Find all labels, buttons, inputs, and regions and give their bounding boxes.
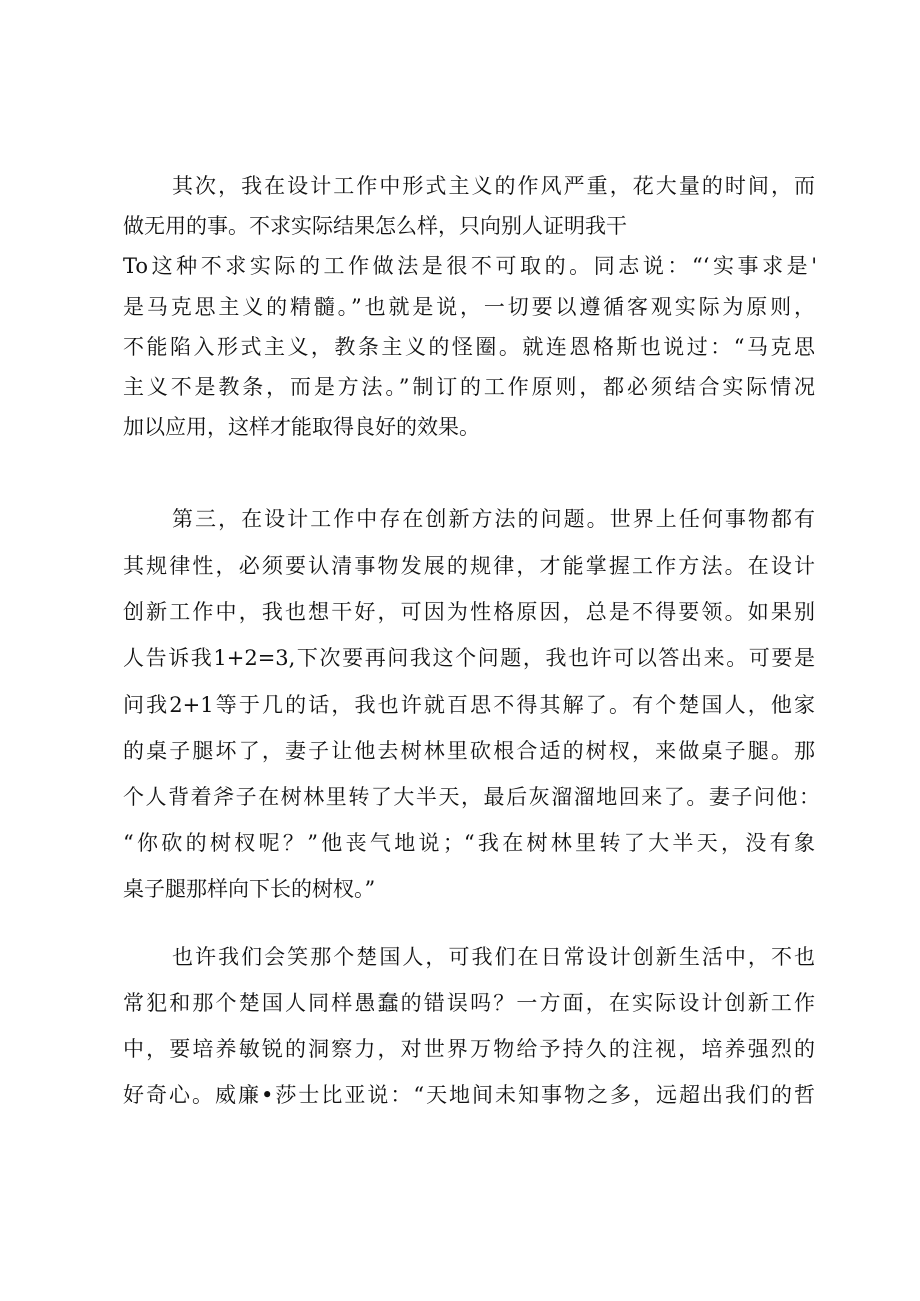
text-line: 问我2+1等于几的话，我也许就百思不得其解了。有个楚国人，他家 bbox=[123, 693, 815, 717]
text-line: 中，要培养敏锐的洞察力，对世界万物给予持久的注视，培养强烈的 bbox=[123, 1037, 815, 1061]
text-line: 创新工作中，我也想干好，可因为性格原因，总是不得要领。如果别 bbox=[123, 600, 815, 624]
text-line: 其次，我在设计工作中形式主义的作风严重，花大量的时间，而 bbox=[172, 174, 815, 198]
text-line: 好奇心。威廉•莎士比亚说：“天地间未知事物之多，远超出我们的哲 bbox=[123, 1083, 815, 1107]
text-line: 是马克思主义的精髓。”也就是说，一切要以遵循客观实际为原则， bbox=[123, 295, 815, 319]
text-line: 也许我们会笑那个楚国人，可我们在日常设计创新生活中，不也 bbox=[172, 945, 815, 969]
text-line: 不能陷入形式主义，教条主义的怪圈。就连恩格斯也说过：“马克思 bbox=[123, 335, 815, 359]
text-line: 的桌子腿坏了，妻子让他去树林里砍根合适的树杈，来做桌子腿。那 bbox=[123, 739, 815, 763]
text-line: 常犯和那个楚国人同样愚蠢的错误吗？一方面，在实际设计创新工作 bbox=[123, 991, 815, 1015]
text-line: 做无用的事。不求实际结果怎么样，只向别人证明我干 bbox=[123, 214, 627, 238]
text-line: 其规律性，必须要认清事物发展的规律，才能掌握工作方法。在设计 bbox=[123, 554, 815, 578]
text-line: 第三，在设计工作中存在创新方法的问题。世界上任何事物都有 bbox=[172, 507, 815, 531]
text-line: “你砍的树杈呢？”他丧气地说；“我在树林里转了大半天，没有象 bbox=[123, 831, 815, 855]
text-line: To这种不求实际的工作做法是很不可取的。同志说：“‘实事求是' bbox=[123, 254, 817, 278]
text-line: 主义不是教条，而是方法。”制订的工作原则，都必须结合实际情况 bbox=[123, 375, 815, 399]
text-line: 加以应用，这样才能取得良好的效果。 bbox=[123, 415, 480, 439]
text-line: 桌子腿那样向下长的树杈。” bbox=[123, 877, 376, 901]
text-line: 人告诉我1+2=3,下次要再问我这个问题，我也许可以答出来。可要是 bbox=[123, 646, 815, 670]
text-line: 个人背着斧子在树林里转了大半天，最后灰溜溜地回来了。妻子问他： bbox=[123, 785, 820, 809]
